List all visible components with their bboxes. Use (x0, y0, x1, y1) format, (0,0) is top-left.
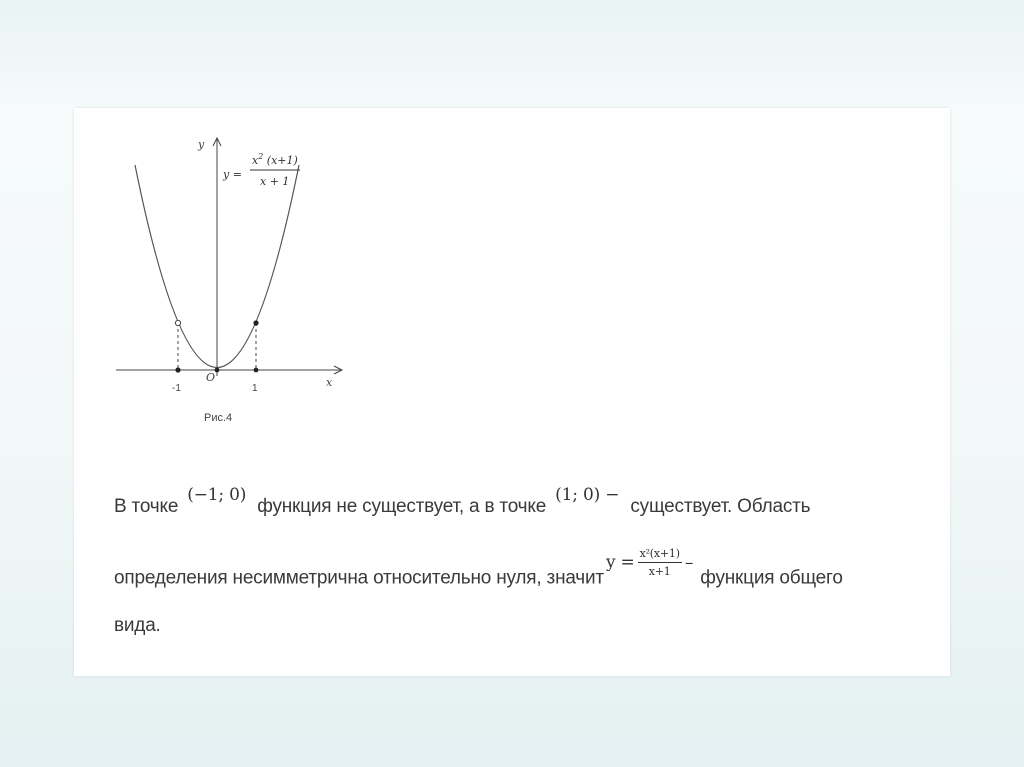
inline-equation (606, 547, 693, 578)
x-axis-label: x (326, 376, 333, 389)
function-graph-figure (110, 130, 370, 440)
y-axis-label: y (198, 138, 205, 151)
inline-equation-den: x+1 (648, 565, 671, 578)
filled-point-1 (253, 320, 258, 325)
figure-caption: Рис.4 (204, 412, 233, 424)
inline-equation-fraction (638, 547, 682, 578)
graph-equation-num (252, 152, 298, 167)
inline-equation-lhs: y = (605, 552, 635, 573)
text-l2-a: определения несимметрична относительно нуля, значит (114, 567, 604, 589)
text-l1-a: В точке (114, 496, 179, 517)
graph-equation-num-exp: 2 (258, 152, 264, 161)
point-1-notation: (1; 0) − (555, 485, 620, 505)
tick-label-neg1: -1 (172, 383, 181, 394)
text-l1-b: функция не существует, а в точке (257, 496, 547, 517)
graph-equation-num-rest: (x+1) (263, 154, 298, 167)
inline-equation-dash: – (684, 552, 694, 573)
text-line-2 (114, 547, 843, 594)
tick-dot-neg1 (175, 367, 180, 372)
text-l2-b: функция общего (700, 567, 843, 589)
text-line-1 (114, 485, 811, 518)
text-line-3 (114, 615, 161, 637)
origin-dot (215, 368, 220, 373)
graph-equation-lhs: y = (223, 168, 242, 181)
tick-label-1: 1 (252, 383, 258, 394)
graph-equation-den: x + 1 (260, 175, 290, 188)
open-point-neg1 (175, 320, 180, 325)
point-neg1-notation: (−1; 0) (187, 485, 247, 505)
inline-equation-num: x²(x+1) (638, 547, 682, 563)
tick-dot-1 (254, 368, 259, 373)
text-l1-c: существует. Область (630, 496, 811, 517)
graph-equation-num-base: x (252, 154, 259, 167)
origin-label: O (206, 371, 216, 384)
graph-svg (110, 130, 370, 440)
text-l3: вида. (114, 615, 161, 636)
